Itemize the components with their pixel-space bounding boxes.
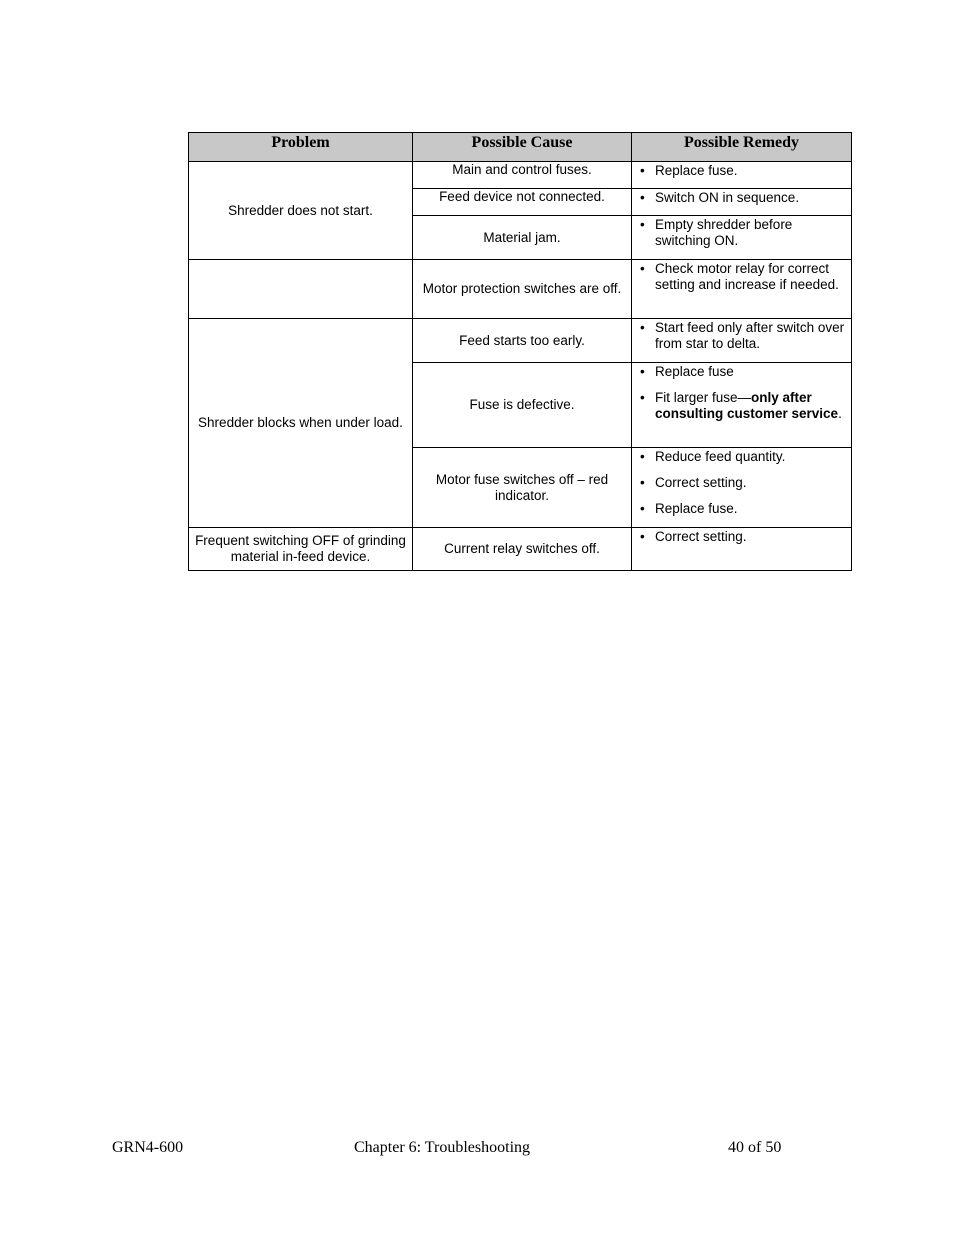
bullet-icon: • <box>640 320 645 335</box>
remedy-item: • Start feed only after switch over from star to delta. <box>640 320 845 351</box>
remedy-list <box>632 319 851 357</box>
bullet-icon: • <box>640 529 645 544</box>
remedy-list <box>632 189 851 211</box>
footer-doc-id: GRN4-600 <box>112 1139 184 1156</box>
header-problem: Problem <box>189 133 413 162</box>
remedy-cell <box>632 448 852 528</box>
remedy-item: • Replace fuse <box>640 364 734 379</box>
table-row <box>189 319 852 363</box>
remedy-item: • Reduce feed quantity. <box>640 449 786 464</box>
header-possible-cause: Possible Cause <box>413 133 632 162</box>
footer-chapter: Chapter 6: Troubleshooting <box>354 1139 531 1156</box>
remedy-list <box>632 216 851 254</box>
cause-cell: Feed device not connected. <box>413 189 632 216</box>
remedy-cell <box>632 363 852 448</box>
problem-cell: Frequent switching OFF of grinding material in-feed device. <box>189 528 413 571</box>
problem-cell: Shredder blocks when under load. <box>189 319 413 528</box>
cause-cell: Feed starts too early. <box>413 319 632 363</box>
bullet-icon: • <box>640 475 645 490</box>
cause-cell: Motor fuse switches off – red indicator. <box>413 448 632 528</box>
remedy-list <box>632 528 851 550</box>
remedy-cell <box>632 162 852 189</box>
cause-cell: Current relay switches off. <box>413 528 632 571</box>
problem-cell: Shredder does not start. <box>189 162 413 260</box>
cause-cell: Material jam. <box>413 216 632 260</box>
troubleshooting-table <box>188 132 852 571</box>
bullet-icon: • <box>640 449 645 464</box>
bullet-icon: • <box>640 364 645 379</box>
bullet-icon: • <box>640 501 645 516</box>
remedy-cell <box>632 189 852 216</box>
remedy-item: • Correct setting. <box>640 529 747 544</box>
footer-page-number: 40 of 50 <box>728 1139 782 1156</box>
remedy-item: • Fit larger fuse—only after consulting customer service. <box>640 390 842 421</box>
bullet-icon: • <box>640 217 645 232</box>
remedy-item: • Replace fuse. <box>640 501 738 516</box>
cause-cell: Motor protection switches are off. <box>413 260 632 319</box>
remedy-cell <box>632 260 852 319</box>
remedy-cell <box>632 216 852 260</box>
remedy-item: • Replace fuse. <box>640 163 738 178</box>
remedy-cell <box>632 319 852 363</box>
bullet-icon: • <box>640 163 645 178</box>
remedy-cell <box>632 528 852 571</box>
table-row <box>189 260 852 319</box>
remedy-item: • Correct setting. <box>640 475 747 490</box>
bullet-icon: • <box>640 261 645 276</box>
cause-cell: Main and control fuses. <box>413 162 632 189</box>
bullet-icon: • <box>640 390 645 405</box>
bullet-icon: • <box>640 190 645 205</box>
remedy-item: • Check motor relay for correct setting and increase if needed. <box>640 261 839 292</box>
remedy-item: • Empty shredder before switching ON. <box>640 217 793 248</box>
table-header-row <box>189 133 852 162</box>
problem-cell <box>189 260 413 319</box>
table-row <box>189 528 852 571</box>
emphasis-text: only after consulting customer service <box>655 390 839 421</box>
remedy-list <box>632 162 851 184</box>
remedy-list <box>632 448 851 522</box>
header-possible-remedy: Possible Remedy <box>632 133 852 162</box>
remedy-list <box>632 363 851 427</box>
remedy-list <box>632 260 851 298</box>
remedy-item: • Switch ON in sequence. <box>640 190 800 205</box>
cause-cell: Fuse is defective. <box>413 363 632 448</box>
table-row <box>189 162 852 189</box>
